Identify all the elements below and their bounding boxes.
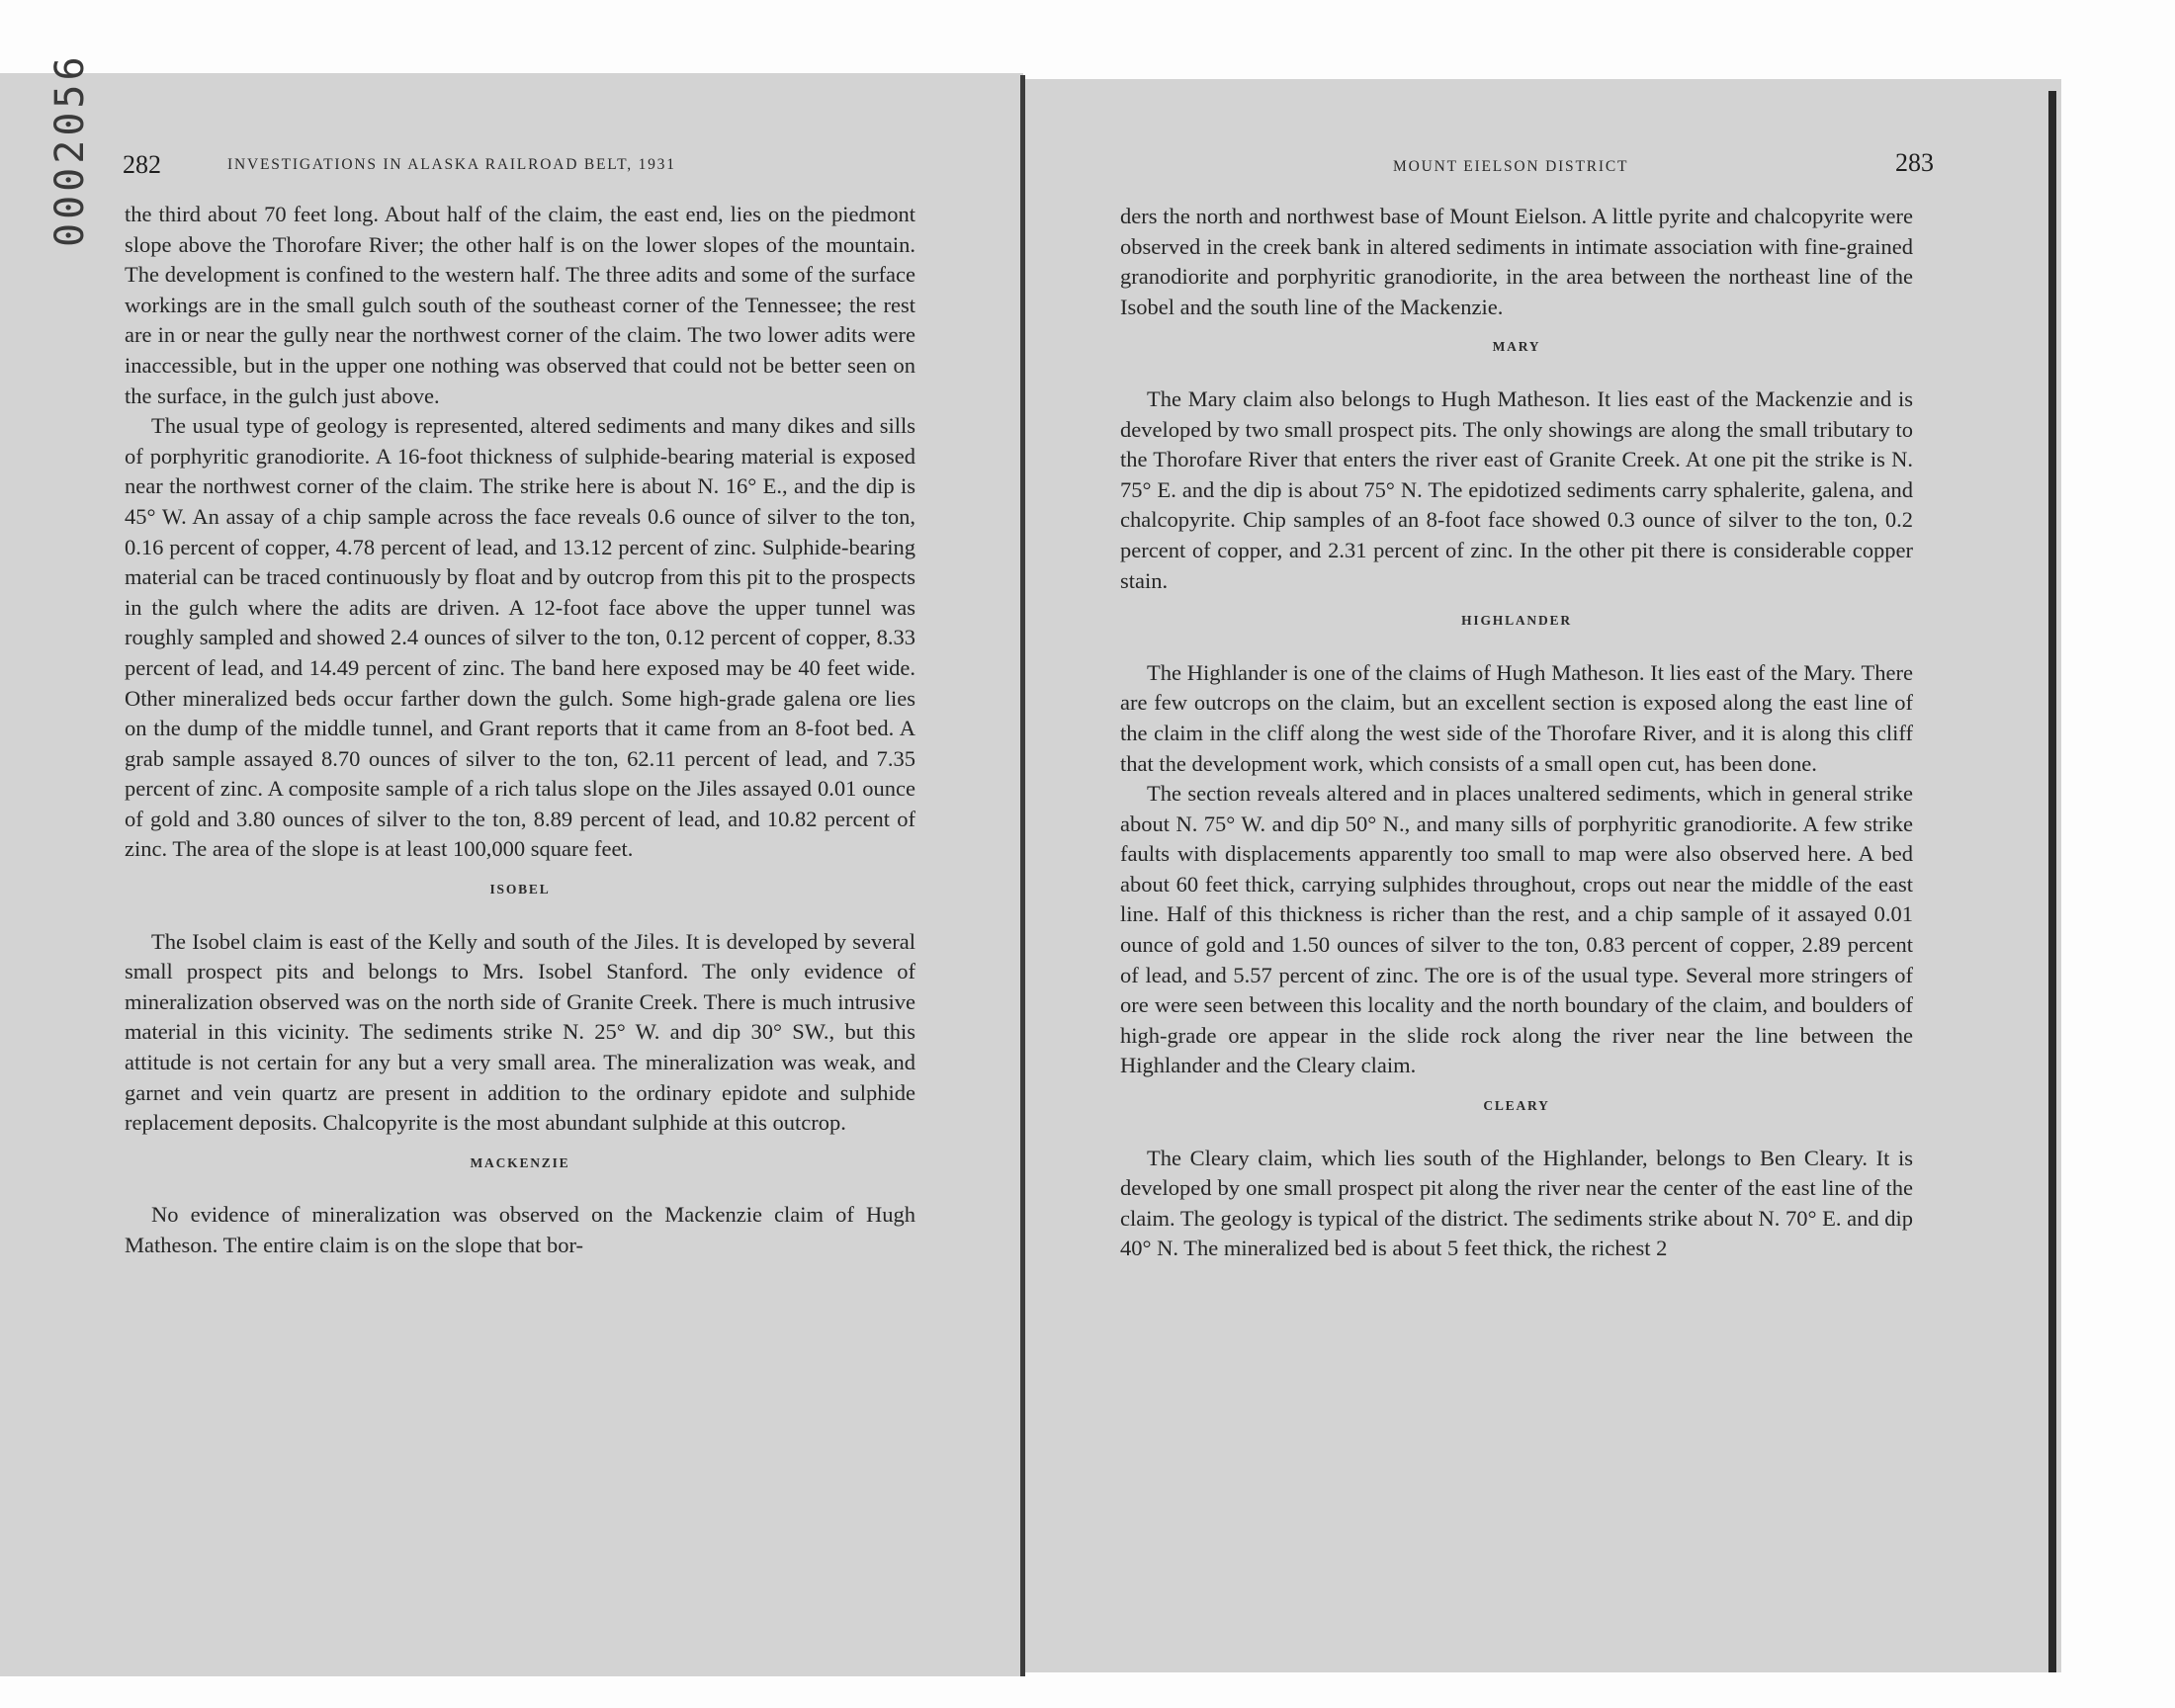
right-page-number: 283 <box>1895 148 1934 177</box>
right-page-body <box>1120 202 1913 1264</box>
paragraph-highlander-2: The section reveals altered and in places unaltered sediments, which in general strike about N. 75° W. and dip 50° N., and many sills of porphyritic granodiorite. A few strike faults with displacements apparently too small to map were also observed here. A bed about 60 feet thick, carrying sulphides throughout, crops out near the middle of the east line. Half of this thickness is richer than the rest, and a chip sample of it assayed 0.01 ounce of gold and 1.50 ounces of silver to the ton, 0.83 percent of copper, 2.89 percent of lead, and 5.57 percent of zinc. The ore is of the usual type. Several more stringers of ore were seen between this locality and the north boundary of the claim, and boulders of high-grade ore appear in the slide rock along the river near the line between the Highlander and the Cleary claim. <box>1120 781 1913 1078</box>
paragraph-cleary: The Cleary claim, which lies south of the Highlander, belongs to Ben Cleary. It is developed by one small prospect pit along the river near the center of the east line of the claim. The geology is typical of the district. The sediments strike about N. 70° E. and dip 40° N. The mineralized bed is about 5 feet thick, the richest 2 <box>1120 1145 1913 1261</box>
margin-stamp-number: 0002056 <box>47 52 93 247</box>
heading-highlander: HIGHLANDER <box>1461 613 1572 629</box>
paragraph-geology: The usual type of geology is represented, altered sediments and many dikes and sills of porphyritic granodiorite. A 16-foot thickness of sulphide-bearing material is exposed near the northwest corner of the claim. The strike here is about N. 16° E., and the dip is 45° W. An assay of a chip sample across the face reveals 0.6 ounce of silver to the ton, 0.16 percent of copper, 4.78 percent of lead, and 13.12 percent of zinc. Sulphide-bearing material can be traced continuously by float and by outcrop from this pit to the prospects in the gulch where the adits are driven. A 12-foot face above the upper tunnel was roughly sampled and showed 2.4 ounces of silver to the ton, 0.12 percent of copper, 8.33 percent of lead, and 14.49 percent of zinc. The band here exposed may be 40 feet wide. Other mineralized beds occur farther down the gulch. Some high-grade galena ore lies on the dump of the middle tunnel, and Grant reports that it came from an 8-foot bed. A grab sample assayed 8.70 ounces of silver to the ton, 62.11 percent of lead, and 7.35 percent of zinc. A composite sample of a rich talus slope on the Jiles assayed 0.01 ounce of gold and 3.80 ounces of silver to the ton, 8.89 percent of lead, and 10.82 percent of zinc. The area of the slope is at least 100,000 square feet. <box>125 413 915 862</box>
paragraph-mary: The Mary claim also belongs to Hugh Matheson. It lies east of the Mackenzie and is developed by two small prospect pits. The only showings are along the small tributary to the Thorofare River that enters the river east of Granite Creek. At one pit the strike is N. 75° E. and the dip is about 75° N. The epidotized sediments carry sphalerite, galena, and chalcopyrite. Chip samples of an 8-foot face showed 0.3 ounce of silver to the ton, 0.2 percent of copper, and 2.31 percent of zinc. In the other pit there is considerable copper stain. <box>1120 385 1913 593</box>
paragraph-continuation-mackenzie: ders the north and northwest base of Mount Eielson. A little pyrite and chalcopyrite were observed in the creek bank in altered sediments in intimate association with fine-grained granodiorite and porphyritic granodiorite, in the area between the northeast line of the Isobel and the south line of the Mackenzie. <box>1120 204 1913 319</box>
heading-isobel: ISOBEL <box>489 882 551 897</box>
left-page-number: 282 <box>123 150 161 179</box>
left-page-body <box>125 200 915 1261</box>
paragraph-continuation: the third about 70 feet long. About half of the claim, the east end, lies on the piedmont slope above the Thorofare River; the other half is on the lower slopes of the mountain. The development is confined to the western half. The three adits and some of the surface workings are in the small gulch south of the southeast corner of the Tennessee; the rest are in or near the gully near the northwest corner of the claim. The two lower adits were inaccessible, but in the upper one nothing was observed that could not be better seen on the surface, in the gulch just above. <box>125 202 915 408</box>
book-spine <box>1020 75 1025 1676</box>
paragraph-highlander-1: The Highlander is one of the claims of Hugh Matheson. It lies east of the Mary. There are few outcrops on the claim, but an excellent section is exposed along the east line of the claim in the cliff along the west side of the Thorofare River, and it is along this cliff that the development work, which consists of a small open cut, has been done. <box>1120 659 1913 776</box>
heading-cleary: CLEARY <box>1483 1098 1550 1114</box>
right-running-head: MOUNT EIELSON DISTRICT <box>1393 158 1629 175</box>
heading-mary: MARY <box>1492 339 1541 355</box>
paragraph-mackenzie: No evidence of mineralization was observed on the Mackenzie claim of Hugh Matheson. The entire claim is on the slope that bor- <box>125 1202 915 1257</box>
page-edge-shadow <box>2048 91 2056 1672</box>
heading-mackenzie: MACKENZIE <box>470 1154 570 1170</box>
paragraph-isobel: The Isobel claim is east of the Kelly and south of the Jiles. It is developed by several small prospect pits and belongs to Mrs. Isobel Stanford. The only evidence of mineralization observed was on the north side of Granite Creek. There is much intrusive material in this vicinity. The sediments strike N. 25° W. and dip 30° SW., but this attitude is not certain for any but a very small area. The mineralization was weak, and garnet and vein quartz are present in addition to the ordinary epidote and sulphide replacement deposits. Chalcopyrite is the most abundant sulphide at this outcrop. <box>125 928 915 1136</box>
left-running-head: INVESTIGATIONS IN ALASKA RAILROAD BELT, 1931 <box>227 156 676 173</box>
